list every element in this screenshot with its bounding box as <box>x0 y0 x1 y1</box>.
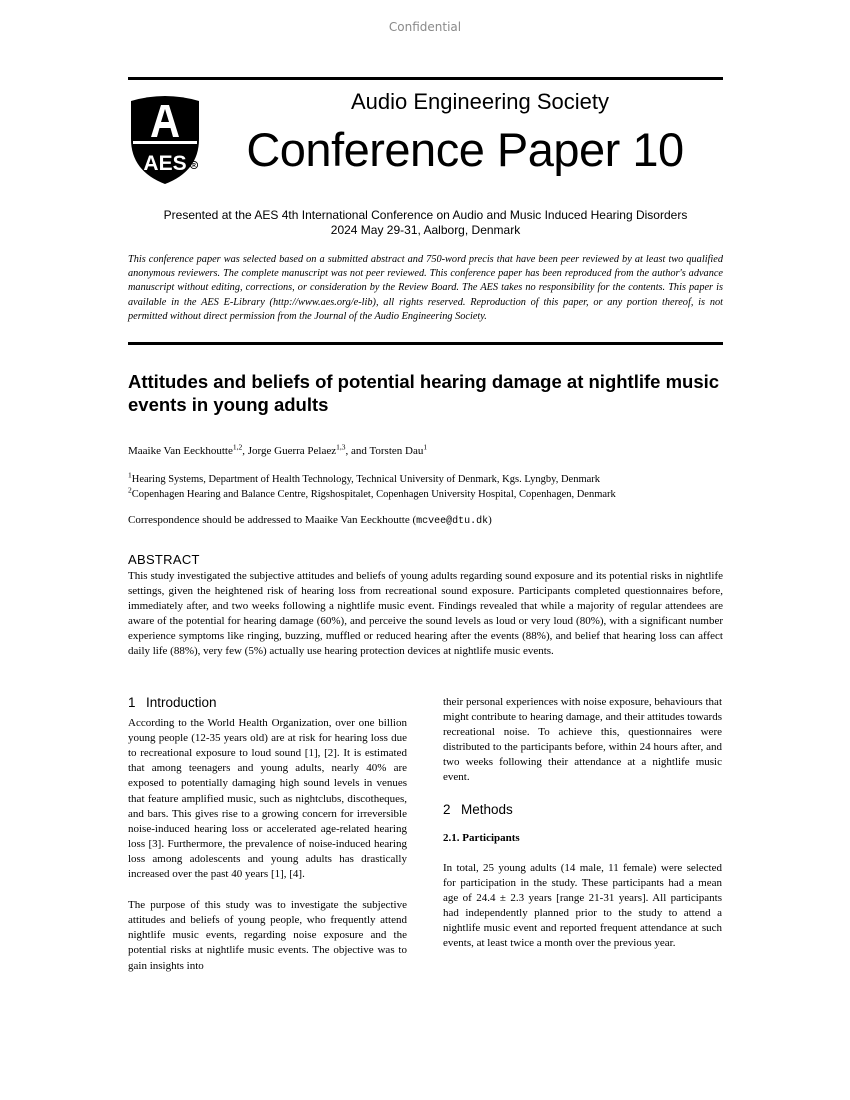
correspondence-email-link[interactable]: mcvee@dtu.dk <box>416 516 489 527</box>
presented-at <box>128 208 723 238</box>
author-name: Jorge Guerra Pelaez <box>247 445 337 457</box>
society-name: Audio Engineering Society <box>350 89 610 114</box>
header-bottom-rule <box>128 342 723 345</box>
affiliation-text: Hearing Systems, Department of Health Technology, Technical University of Denmark, Kgs. Lyngby, Denmark <box>131 474 601 485</box>
participants-paragraph: In total, 25 young adults (14 male, 11 female) were selected for participation in the study. These participants had a mean age of 24.4 ± 2.3 years [range 21-31 years]. All participants had independently planned prior to the study to attend a nightlife music event and reported frequent attendance at such events, at least twice a month over the previous year. <box>443 861 722 950</box>
section-number: 1 <box>128 695 136 710</box>
right-column <box>443 695 722 951</box>
confidential-watermark: Confidential <box>388 20 462 34</box>
participants-heading: 2.1. Participants <box>443 831 520 844</box>
section-number: 2 <box>443 801 451 817</box>
section-title: Methods <box>461 801 513 817</box>
presented-line-2: 2024 May 29-31, Aalborg, Denmark <box>330 223 521 237</box>
author-name: Torsten Dau <box>369 445 424 457</box>
correspondence-prefix: Correspondence should be addressed to Maaike Van Eeckhoutte ( <box>128 514 417 526</box>
affiliation-item <box>128 470 723 488</box>
author-list <box>128 442 723 457</box>
logo-letters: AES <box>143 152 187 175</box>
author-separator: , and <box>345 445 370 457</box>
author-name: Maaike Van Eeckhoutte <box>128 445 233 457</box>
presented-line-1: Presented at the AES 4th International Conference on Audio and Music Induced Hearing Disorders <box>163 208 688 222</box>
introduction-heading <box>128 695 407 710</box>
intro-paragraph-2: The purpose of this study was to investigate the subjective attitudes and beliefs of young people, who frequently attend nightlife music events, regarding noise exposure and the potential risks at nightlife music events. The objective was to gain insights into <box>128 899 407 972</box>
section-title: Introduction <box>146 695 217 710</box>
author-affil-marker: 1,3 <box>336 442 346 452</box>
affiliation-text: Copenhagen Hearing and Balance Centre, Rigshospitalet, Copenhagen University Hospital, Copenhagen, Denmark <box>131 488 616 500</box>
abstract-body: This study investigated the subjective attitudes and beliefs of young adults regarding sound exposure and its potential risks in nightlife settings, given the heightened risk of hearing loss from recreational sound exposure. Participants completed questionnaires before, immediately after, and two weeks following a nightlife music event. Findings revealed that while a majority of regular attendees are aware of the potential for hearing damage (60%), and perceive the sound levels as loud or very loud (80%), with a significant number experience symptoms like ringing, buzzing, muffled or reduced hearing after the events (88%), and belief that hearing loss can affect daily life (88%), very few (5%) actually use hearing protection devices at nightlife music events. <box>128 570 723 658</box>
affiliation-marker: 1 <box>128 470 132 480</box>
article-title: Attitudes and beliefs of potential hearing damage at nightlife music events in young adults <box>128 371 720 415</box>
author-separator: , <box>242 445 248 457</box>
affiliation-item <box>128 485 723 503</box>
left-column <box>128 695 407 974</box>
intro-paragraph-2-continued: their personal experiences with noise exposure, behaviours that might contribute to hearing damage, and their attitudes towards recreational noise. To achieve this, questionnaires were distributed to the participants before, within 24 hours after, and two weeks following their attendance at a nightlife music event. <box>443 696 722 784</box>
author-affil-marker: 1 <box>423 442 428 452</box>
methods-heading <box>443 802 722 817</box>
affiliation-marker: 2 <box>128 485 132 494</box>
header-top-rule <box>128 77 723 80</box>
intro-paragraph-1: According to the World Health Organization, over one billion young people (12-35 years old) are at risk for hearing loss due to recreational exposure to loud sound [1], [2]. It is estimated that among teenagers and young adults, nearly 40% are exposed to potentially damaging high sound levels in venues that feature amplified music, such as nightclubs, discotheques, and bars. This gives rise to a growing concern for irreversible noise-induced hearing loss or accelerated age-related hearing loss [3]. Furthermore, the prevalence of noise-induced hearing loss among adolescents and young adults has drastically increased over the past 40 years [1], [4]. <box>128 717 407 881</box>
aes-logo-icon <box>128 95 202 187</box>
svg-text:R: R <box>192 163 196 169</box>
abstract-heading: ABSTRACT <box>128 552 200 567</box>
affiliations <box>128 470 723 502</box>
review-disclaimer: This conference paper was selected based on a submitted abstract and 750-word precis that have been peer reviewed by at least two qualified anonymous reviewers. The complete manuscript was not peer reviewed. This conference paper has been reproduced from the author's advance manuscript without editing, corrections, or consideration by the Review Board. The AES takes no responsibility for the contents. This paper is available in the AES E-Library (http://www.aes.org/e-lib), all rights reserved. Reproduction of this paper, or any portion thereof, is not permitted without direct permission from the Journal of the Audio Engineering Society. <box>128 254 723 322</box>
correspondence-line <box>128 514 723 527</box>
correspondence-suffix: ) <box>488 514 492 526</box>
paper-type-title: Conference Paper 10 <box>246 123 684 176</box>
author-affil-marker: 1,2 <box>232 442 243 452</box>
